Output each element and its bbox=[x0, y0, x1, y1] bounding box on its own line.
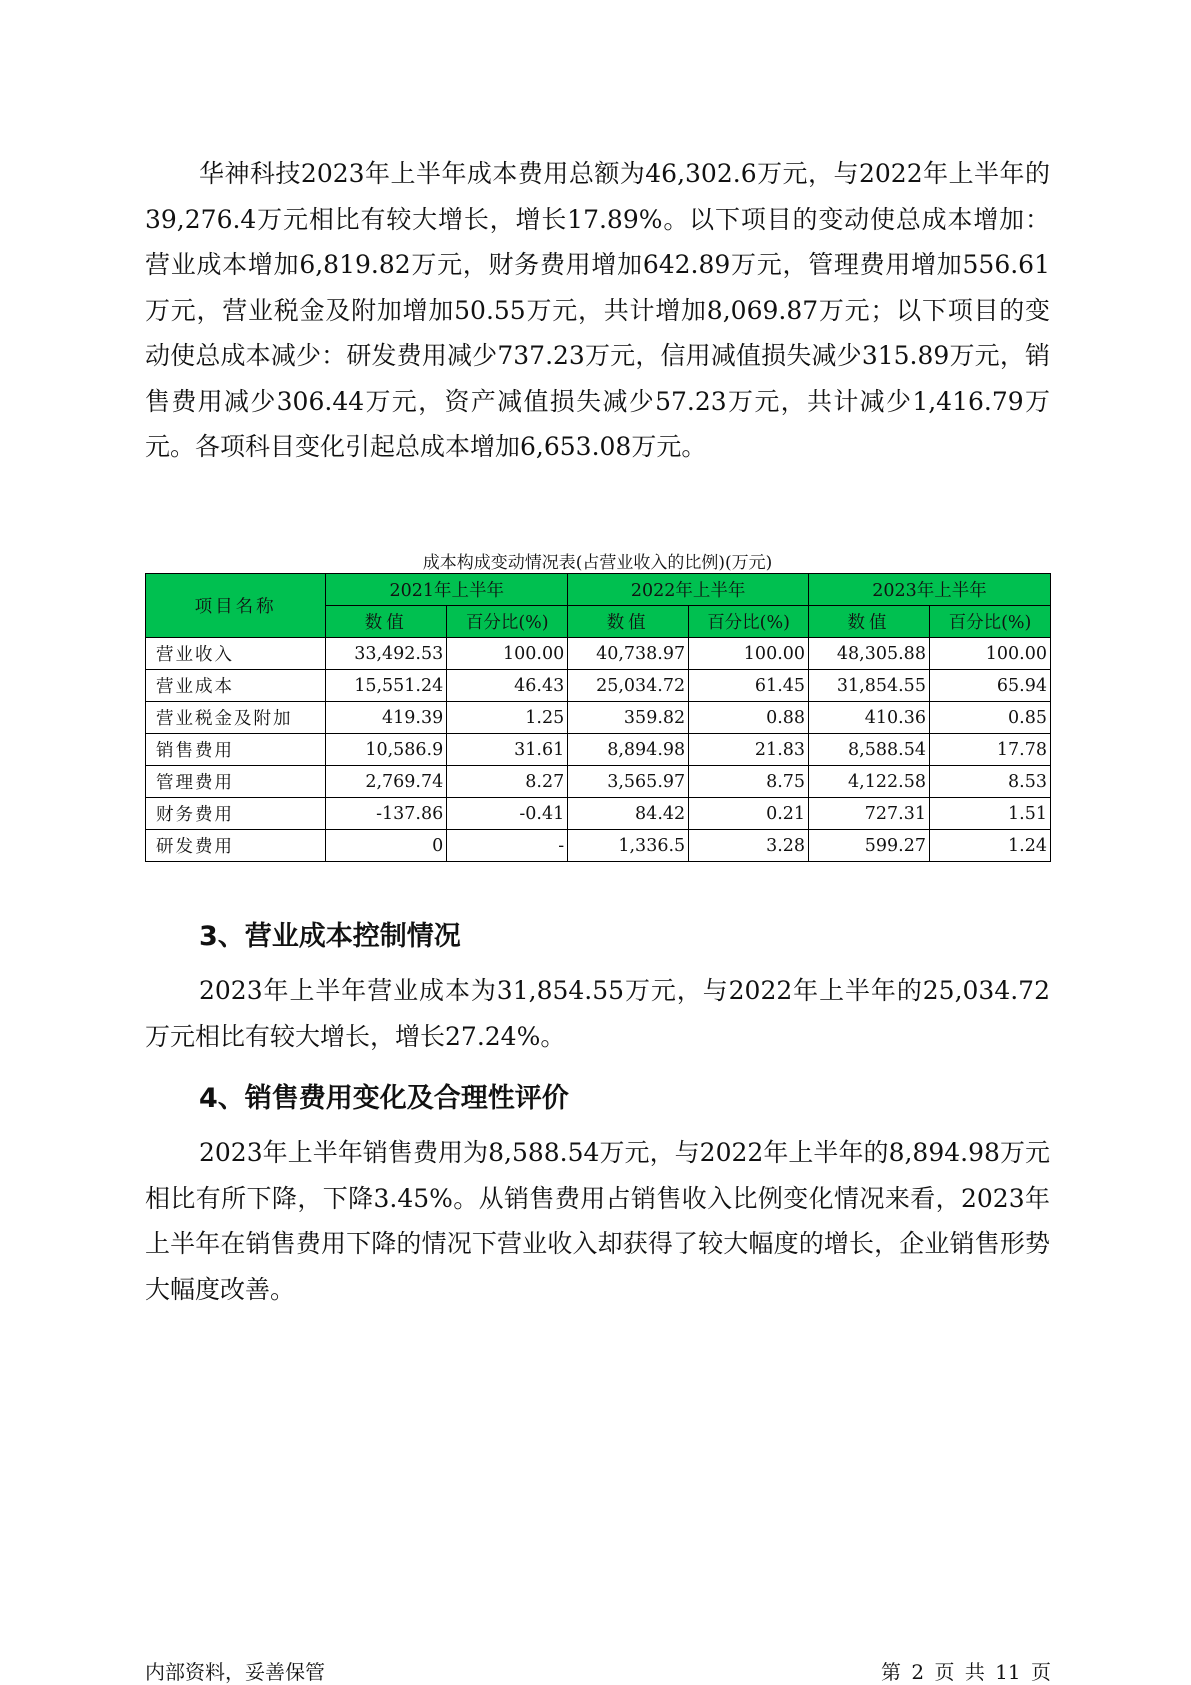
cell-percent: 21.83 bbox=[689, 734, 809, 766]
subheader-value: 数值 bbox=[326, 606, 447, 638]
row-item-name: 研发费用 bbox=[146, 830, 326, 862]
cell-value: 419.39 bbox=[326, 702, 447, 734]
cell-percent: 1.24 bbox=[929, 830, 1050, 862]
cell-percent: 1.25 bbox=[447, 702, 568, 734]
header-year-2023: 2023年上半年 bbox=[809, 574, 1051, 606]
row-item-name: 管理费用 bbox=[146, 766, 326, 798]
table-row bbox=[146, 830, 1051, 862]
cell-percent: 0.88 bbox=[689, 702, 809, 734]
header-item-name: 项目名称 bbox=[146, 574, 326, 638]
cell-value: 410.36 bbox=[809, 702, 930, 734]
footer-page-number: 第 2 页 共 11 页 bbox=[881, 1660, 1051, 1684]
cell-value: 359.82 bbox=[568, 702, 689, 734]
table-row bbox=[146, 670, 1051, 702]
table-header-row bbox=[146, 574, 1051, 606]
row-item-name: 财务费用 bbox=[146, 798, 326, 830]
cell-percent: 8.27 bbox=[447, 766, 568, 798]
cell-percent: - bbox=[447, 830, 568, 862]
footer-confidential-note: 内部资料，妥善保管 bbox=[145, 1660, 325, 1684]
cell-value: 2,769.74 bbox=[326, 766, 447, 798]
subheader-percent: 百分比(%) bbox=[447, 606, 568, 638]
subheader-percent: 百分比(%) bbox=[689, 606, 809, 638]
cell-value: 727.31 bbox=[809, 798, 930, 830]
cost-structure-table bbox=[145, 573, 1051, 862]
cell-value: 25,034.72 bbox=[568, 670, 689, 702]
section-heading-operating-cost: 3、营业成本控制情况 bbox=[199, 921, 461, 952]
cell-value: 40,738.97 bbox=[568, 638, 689, 670]
cell-value: 0 bbox=[326, 830, 447, 862]
cell-percent: 0.21 bbox=[689, 798, 809, 830]
table-caption: 成本构成变动情况表(占营业收入的比例)(万元) bbox=[422, 553, 773, 573]
subheader-value: 数值 bbox=[809, 606, 930, 638]
row-item-name: 销售费用 bbox=[146, 734, 326, 766]
header-year-2021: 2021年上半年 bbox=[326, 574, 568, 606]
cell-percent: 100.00 bbox=[929, 638, 1050, 670]
cell-value: 15,551.24 bbox=[326, 670, 447, 702]
cell-value: 31,854.55 bbox=[809, 670, 930, 702]
paragraph-operating-cost: 2023年上半年营业成本为31,854.55万元，与2022年上半年的25,034.72万元相比有较大增长，增长27.24%。 bbox=[145, 976, 1050, 1051]
table-row bbox=[146, 638, 1051, 670]
cell-percent: 0.85 bbox=[929, 702, 1050, 734]
cell-percent: 1.51 bbox=[929, 798, 1050, 830]
cell-percent: 8.75 bbox=[689, 766, 809, 798]
cell-value: -137.86 bbox=[326, 798, 447, 830]
cell-value: 33,492.53 bbox=[326, 638, 447, 670]
subheader-value: 数值 bbox=[568, 606, 689, 638]
cell-value: 1,336.5 bbox=[568, 830, 689, 862]
cell-percent: 31.61 bbox=[447, 734, 568, 766]
cell-value: 8,894.98 bbox=[568, 734, 689, 766]
row-item-name: 营业收入 bbox=[146, 638, 326, 670]
cell-percent: 3.28 bbox=[689, 830, 809, 862]
paragraph-cost-overview: 华神科技2023年上半年成本费用总额为46,302.6万元，与2022年上半年的39,276.4万元相比有较大增长，增长17.89%。以下项目的变动使总成本增加：营业成本增加6,819.82万元，财务费用增加642.89万元，管理费用增加556.61万元，营业税金及附加增加50.55万元，共计增加8,069.87万元；以下项目的变动使总成本减少：研发费用减少737.23万元，信用减值损失减少315.89万元，销售费用减少306.44万元，资产减值损失减少57.23万元，共计减少1,416.79万元。各项科目变化引起总成本增加6,653.08万元。 bbox=[145, 159, 1050, 461]
paragraph-sales-expense: 2023年上半年销售费用为8,588.54万元，与2022年上半年的8,894.98万元相比有所下降，下降3.45%。从销售费用占销售收入比例变化情况来看，2023年上半年在销售费用下降的情况下营业收入却获得了较大幅度的增长，企业销售形势大幅度改善。 bbox=[145, 1138, 1050, 1304]
table-row bbox=[146, 798, 1051, 830]
cell-percent: 8.53 bbox=[929, 766, 1050, 798]
cell-percent: 100.00 bbox=[447, 638, 568, 670]
table-row bbox=[146, 734, 1051, 766]
header-year-2022: 2022年上半年 bbox=[568, 574, 809, 606]
cell-percent: 61.45 bbox=[689, 670, 809, 702]
cell-percent: 65.94 bbox=[929, 670, 1050, 702]
cell-value: 8,588.54 bbox=[809, 734, 930, 766]
cell-value: 84.42 bbox=[568, 798, 689, 830]
table-row bbox=[146, 702, 1051, 734]
cell-percent: 17.78 bbox=[929, 734, 1050, 766]
cell-value: 3,565.97 bbox=[568, 766, 689, 798]
cell-percent: 46.43 bbox=[447, 670, 568, 702]
cell-percent: 100.00 bbox=[689, 638, 809, 670]
subheader-percent: 百分比(%) bbox=[929, 606, 1050, 638]
cell-value: 10,586.9 bbox=[326, 734, 447, 766]
cell-percent: -0.41 bbox=[447, 798, 568, 830]
section-heading-sales-expense: 4、销售费用变化及合理性评价 bbox=[199, 1083, 569, 1114]
cell-value: 48,305.88 bbox=[809, 638, 930, 670]
cell-value: 4,122.58 bbox=[809, 766, 930, 798]
row-item-name: 营业成本 bbox=[146, 670, 326, 702]
table-row bbox=[146, 766, 1051, 798]
cell-value: 599.27 bbox=[809, 830, 930, 862]
row-item-name: 营业税金及附加 bbox=[146, 702, 326, 734]
